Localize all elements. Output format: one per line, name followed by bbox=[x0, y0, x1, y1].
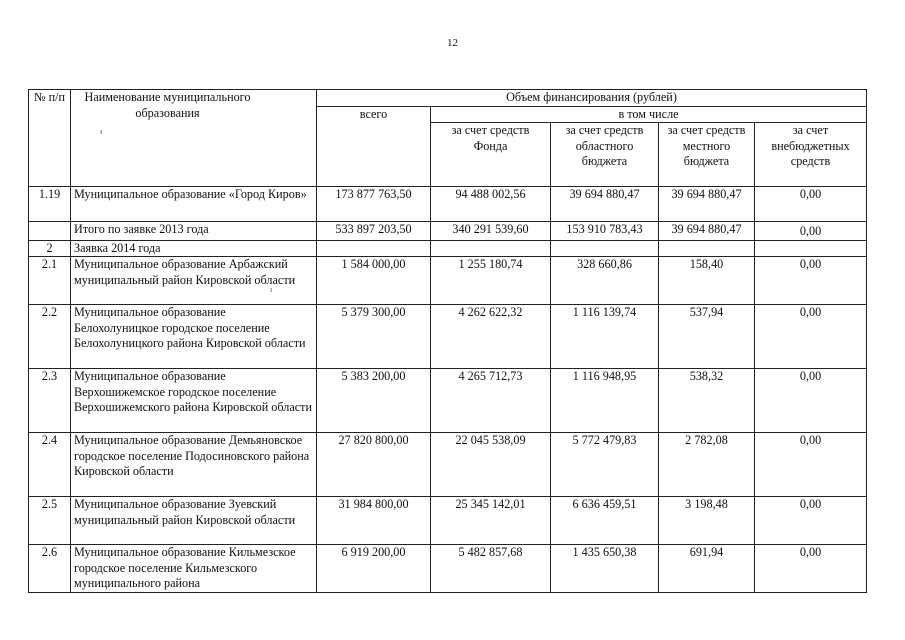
row-no: 2.5 bbox=[29, 497, 71, 545]
row-local: 39 694 880,47 bbox=[659, 222, 755, 241]
row-name: Муниципальное образование Арбажский муниципальный район Кировской области bbox=[71, 257, 317, 305]
row-regional: 6 636 459,51 bbox=[551, 497, 659, 545]
header-extra: за счет внебюджетных средств bbox=[755, 123, 867, 187]
row-no: 2.3 bbox=[29, 369, 71, 433]
row-regional bbox=[551, 240, 659, 257]
row-total: 31 984 800,00 bbox=[317, 497, 431, 545]
row-total bbox=[317, 240, 431, 257]
row-name: Заявка 2014 года bbox=[71, 240, 317, 257]
row-no: 1.19 bbox=[29, 187, 71, 222]
table-row bbox=[29, 545, 867, 593]
table-row bbox=[29, 222, 867, 241]
row-fund: 5 482 857,68 bbox=[431, 545, 551, 593]
header-regional: за счет средств областного бюджета bbox=[551, 123, 659, 187]
row-regional: 328 660,86 bbox=[551, 257, 659, 305]
row-local: 2 782,08 bbox=[659, 433, 755, 497]
row-name: Муниципальное образование «Город Киров» bbox=[71, 187, 317, 222]
row-extra: 0,00 bbox=[755, 497, 867, 545]
row-fund: 94 488 002,56 bbox=[431, 187, 551, 222]
row-regional: 5 772 479,83 bbox=[551, 433, 659, 497]
row-regional: 1 116 948,95 bbox=[551, 369, 659, 433]
table-row bbox=[29, 369, 867, 433]
table-row bbox=[29, 257, 867, 305]
row-extra: 0,00 bbox=[755, 187, 867, 222]
row-fund: 22 045 538,09 bbox=[431, 433, 551, 497]
row-fund: 4 265 712,73 bbox=[431, 369, 551, 433]
row-no: 2.4 bbox=[29, 433, 71, 497]
row-local: 691,94 bbox=[659, 545, 755, 593]
row-extra: 0,00 bbox=[755, 257, 867, 305]
row-extra bbox=[755, 240, 867, 257]
page-number: 12 bbox=[447, 37, 458, 49]
row-regional: 153 910 783,43 bbox=[551, 222, 659, 241]
row-name: Муниципальное образование Кильмезское городское поселение Кильмезского муниципального района bbox=[71, 545, 317, 593]
row-no bbox=[29, 222, 71, 241]
table-row bbox=[29, 187, 867, 222]
table-row bbox=[29, 433, 867, 497]
row-name: Муниципальное образование Зуевский муниципальный район Кировской области bbox=[71, 497, 317, 545]
table-row bbox=[29, 240, 867, 257]
financing-table bbox=[28, 89, 867, 593]
row-regional: 39 694 880,47 bbox=[551, 187, 659, 222]
row-local: 538,32 bbox=[659, 369, 755, 433]
row-total: 1 584 000,00 bbox=[317, 257, 431, 305]
row-name: Муниципальное образование Белохолуницкое городское поселение Белохолуницкого района Кировской области bbox=[71, 305, 317, 369]
row-local: 537,94 bbox=[659, 305, 755, 369]
row-extra: 0,00 bbox=[755, 433, 867, 497]
row-regional: 1 116 139,74 bbox=[551, 305, 659, 369]
row-name: Муниципальное образование Верхошижемское городское поселение Верхошижемского района Кировской области bbox=[71, 369, 317, 433]
row-regional: 1 435 650,38 bbox=[551, 545, 659, 593]
row-no: 2.2 bbox=[29, 305, 71, 369]
row-total: 533 897 203,50 bbox=[317, 222, 431, 241]
row-local: 3 198,48 bbox=[659, 497, 755, 545]
row-total: 173 877 763,50 bbox=[317, 187, 431, 222]
header-local: за счет средств местного бюджета bbox=[659, 123, 755, 187]
row-extra: 0,00 bbox=[755, 222, 867, 241]
header-including: в том числе bbox=[431, 106, 867, 123]
row-fund bbox=[431, 240, 551, 257]
row-no: 2 bbox=[29, 240, 71, 257]
row-fund: 340 291 539,60 bbox=[431, 222, 551, 241]
table-row bbox=[29, 497, 867, 545]
row-total: 6 919 200,00 bbox=[317, 545, 431, 593]
row-no: 2.6 bbox=[29, 545, 71, 593]
row-name: Муниципальное образование Демьяновское городское поселение Подосиновского района Кировской области bbox=[71, 433, 317, 497]
row-local: 158,40 bbox=[659, 257, 755, 305]
scan-speck: ı bbox=[270, 285, 273, 294]
header-name: Наименование муниципального образования bbox=[71, 90, 317, 187]
row-total: 27 820 800,00 bbox=[317, 433, 431, 497]
row-fund: 1 255 180,74 bbox=[431, 257, 551, 305]
row-name: Итого по заявке 2013 года bbox=[71, 222, 317, 241]
row-local bbox=[659, 240, 755, 257]
row-fund: 4 262 622,32 bbox=[431, 305, 551, 369]
row-fund: 25 345 142,01 bbox=[431, 497, 551, 545]
header-fund: за счет средств Фонда bbox=[431, 123, 551, 187]
table-row bbox=[29, 305, 867, 369]
row-extra: 0,00 bbox=[755, 369, 867, 433]
header-financing: Объем финансирования (рублей) bbox=[317, 90, 867, 107]
header-no: № п/п bbox=[29, 90, 71, 187]
header-total: всего bbox=[317, 106, 431, 187]
row-total: 5 383 200,00 bbox=[317, 369, 431, 433]
row-extra: 0,00 bbox=[755, 545, 867, 593]
row-extra: 0,00 bbox=[755, 305, 867, 369]
row-no: 2.1 bbox=[29, 257, 71, 305]
row-total: 5 379 300,00 bbox=[317, 305, 431, 369]
scan-speck: ı bbox=[100, 127, 103, 136]
row-local: 39 694 880,47 bbox=[659, 187, 755, 222]
